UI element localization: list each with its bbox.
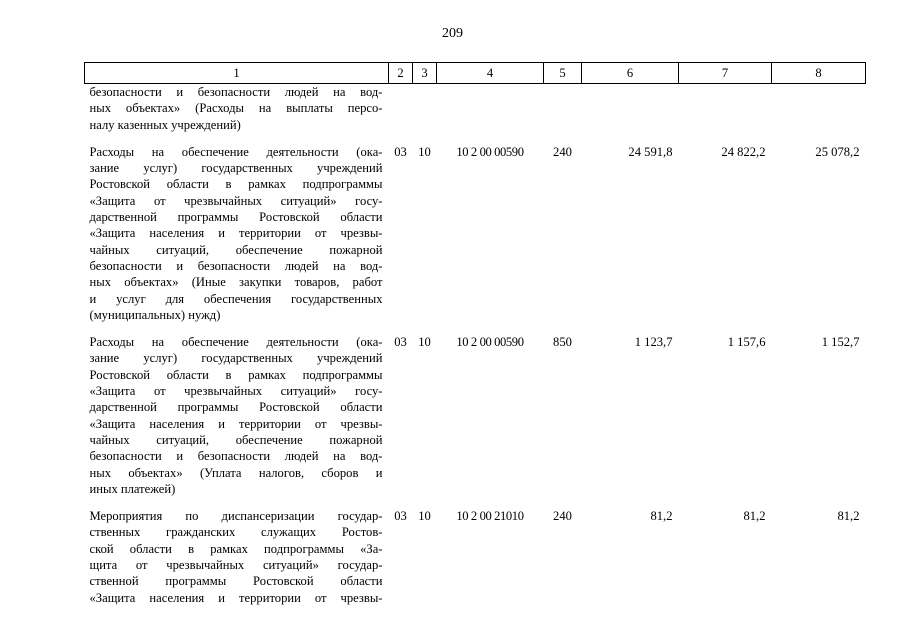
description-line: (муниципальных) нужд) — [89, 307, 221, 322]
description-line: дарственной программы Ростовской области — [89, 400, 383, 415]
cell-expense-type: 240 — [553, 509, 572, 524]
cell-amount-1: 1 123,7 — [634, 335, 673, 350]
cell-amount-1: 81,2 — [650, 509, 673, 524]
description-line: налу казенных учреждений) — [89, 117, 241, 132]
table-row — [85, 323, 866, 497]
description-line: безопасности и безопасности людей на вод- — [89, 449, 383, 464]
description-line: зание услуг) государственных учреждений — [89, 351, 383, 366]
description-line: ных объектах» (Расходы на выплаты персо- — [89, 101, 383, 116]
row-description — [85, 133, 389, 323]
description-line: «Защита населения и территории от чрезвы- — [89, 590, 383, 605]
page-number: 209 — [442, 26, 463, 41]
description-line: безопасности и безопасности людей на вод- — [89, 258, 383, 273]
description-line: ных объектах» (Иные закупки товаров, работ — [89, 275, 383, 290]
description-line: чайных ситуаций, обеспечение пожарной — [89, 242, 383, 257]
cell-target-code: 10 2 00 00590 — [456, 335, 524, 350]
header-col-4: 4 — [437, 63, 544, 84]
row-description — [85, 84, 389, 133]
description-line: Ростовской области в рамках подпрограммы — [89, 177, 383, 192]
cell-target-code: 10 2 00 21010 — [456, 509, 524, 524]
description-line: Расходы на обеспечение деятельности (ока- — [89, 144, 383, 159]
budget-table — [84, 62, 866, 606]
table-row-continuation — [85, 84, 866, 133]
description-line: Ростовской области в рамках подпрограммы — [89, 367, 383, 382]
cell-amount-3: 1 152,7 — [821, 335, 860, 350]
description-line: щита от чрезвычайных ситуаций» государ- — [89, 558, 383, 573]
description-line: «Защита от чрезвычайных ситуаций» госу- — [89, 384, 383, 399]
row-description — [85, 323, 389, 497]
description-line: «Защита населения и территории от чрезвы- — [89, 416, 383, 431]
cell-amount-3: 25 078,2 — [815, 144, 860, 159]
header-col-1: 1 — [85, 63, 389, 84]
description-line: ственной программы Ростовской области — [89, 574, 383, 589]
cell-expense-type: 850 — [553, 335, 572, 350]
cell-section: 03 — [394, 335, 407, 350]
cell-subsection: 10 — [418, 509, 431, 524]
header-col-6: 6 — [582, 63, 679, 84]
cell-amount-1: 24 591,8 — [628, 144, 673, 159]
description-line: чайных ситуаций, обеспечение пожарной — [89, 432, 383, 447]
cell-target-code: 10 2 00 00590 — [456, 144, 524, 159]
description-line: и услуг для обеспечения государственных — [89, 291, 383, 306]
cell-amount-2: 81,2 — [743, 509, 766, 524]
description-line: «Защита от чрезвычайных ситуаций» госу- — [89, 193, 383, 208]
header-col-8: 8 — [772, 63, 866, 84]
cell-amount-2: 1 157,6 — [727, 335, 766, 350]
description-line: ных объектах» (Уплата налогов, сборов и — [89, 465, 383, 480]
description-line: дарственной программы Ростовской области — [89, 210, 383, 225]
description-line: Мероприятия по диспансеризации государ- — [89, 509, 383, 524]
description-line: безопасности и безопасности людей на вод- — [89, 85, 383, 99]
header-col-5: 5 — [544, 63, 582, 84]
cell-amount-2: 24 822,2 — [721, 144, 766, 159]
header-col-3: 3 — [413, 63, 437, 84]
table-row — [85, 133, 866, 323]
header-col-2: 2 — [389, 63, 413, 84]
cell-subsection: 10 — [418, 144, 431, 159]
table-row — [85, 497, 866, 606]
description-line: ственных гражданских служащих Ростов- — [89, 525, 383, 540]
row-description — [85, 497, 389, 606]
description-line: ской области в рамках подпрограммы «За- — [89, 541, 383, 556]
cell-expense-type: 240 — [553, 144, 572, 159]
header-col-7: 7 — [679, 63, 772, 84]
cell-section: 03 — [394, 144, 407, 159]
table-header — [85, 63, 866, 84]
description-line: «Защита населения и территории от чрезвы- — [89, 226, 383, 241]
cell-section: 03 — [394, 509, 407, 524]
description-line: Расходы на обеспечение деятельности (ока- — [89, 335, 383, 350]
description-line: иных платежей) — [89, 481, 176, 496]
cell-amount-3: 81,2 — [837, 509, 860, 524]
cell-subsection: 10 — [418, 335, 431, 350]
description-line: зание услуг) государственных учреждений — [89, 161, 383, 176]
